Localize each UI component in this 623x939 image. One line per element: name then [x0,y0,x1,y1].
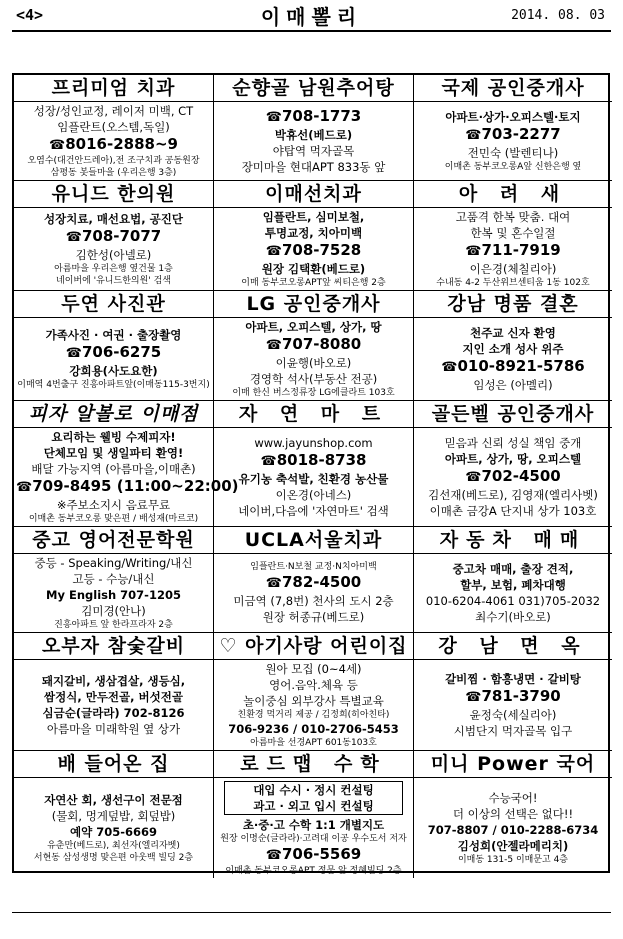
ad-line: 010-6204-4061 031)705-2032 [425,594,601,608]
ad-body [14,428,239,526]
ad-line: 임플란트, 심미보철, [262,210,365,224]
ad-line: 707-8807 / 010-2288-6734 [427,823,599,837]
ad-body [214,208,413,290]
ad-line: 이매역 4번출구 진흥아파트앞(이매동115-3번지) [17,380,210,390]
business-ad-3 [14,181,214,291]
ad-line: 원아 모집 (0~4세) [265,662,362,676]
business-ad-7 [214,291,414,401]
ad-line: 장미마을 현대APT 833동 앞 [241,160,386,174]
business-name: 프리미엄 치과 [14,75,213,102]
ad-line: 아름마을 우리은행 옆건물 1층 [54,264,173,274]
ad-line: 김미경(안나) [81,604,146,618]
ad-line: 원장 이명순(글라라)·고려대 이공 우수도서 저자 [220,834,407,844]
phone-number: ☎ 708-7077 [16,227,211,247]
ad-line: 임성은 (아멜리) [473,378,553,392]
ad-line: www.jayunshop.com [254,436,373,450]
business-ad-6 [14,291,214,401]
business-name: 두연 사진관 [14,291,213,318]
ad-line: 더 이상의 선택은 없다!! [452,807,574,821]
ad-line: 오염수(대건안드레아),전 조구치과 공동원장 [27,156,200,166]
phone-number: ☎ 708-7528 [216,241,411,261]
ad-body [414,660,612,750]
ad-body [414,208,612,290]
business-ad-14 [414,527,612,633]
ad-line: 가족사진 · 여권 · 출장촬영 [45,328,182,342]
ad-line: 수능국어! [488,791,538,805]
ad-body [14,554,213,632]
phone-number: ☎ 707-8080 [216,335,411,355]
ad-body [214,660,413,750]
ad-line: 이매동 131-5 이매문고 4층 [457,855,568,865]
phone-number: ☎ 709-8495 (11:00~22:00) [16,477,211,497]
phone-number: ☎ 711-7919 [416,241,610,261]
ad-line: 성장치료, 매선요법, 공진단 [44,212,183,226]
ad-line: 이매 한신 버스정류장 LG에클라트 103호 [232,388,395,398]
ad-line: 윤정숙(세실리아) [469,708,557,722]
ad-line: 자연산 회, 생선구이 전문점 [44,793,183,807]
ad-line: 전민숙 (발렌티나) [467,146,559,160]
ad-body [14,660,213,750]
business-ad-16 [214,633,414,751]
business-ad-2 [414,75,612,181]
ad-line: 서현동 삼성생명 맞은편 아웃백 빌딩 2층 [33,853,194,863]
business-name: 이매선치과 [214,181,413,208]
page-number: <4> [16,6,44,24]
business-name: 강남 명품 결혼 [414,291,612,318]
ad-line: 지인 소개 성사 위주 [462,342,564,356]
business-name: 피자 알볼로 이매점 [14,401,213,428]
business-name: 자 연 마 트 [214,401,413,428]
business-ad-8 [414,291,612,401]
ad-line: 아파트, 오피스텔, 상가, 땅 [245,320,382,334]
ad-line: 과고 · 외고 입시 컨설팅 [253,799,374,813]
phone-number: ☎ 702-4500 [416,467,610,487]
business-ad-10 [214,401,414,527]
highlight-box [224,781,403,815]
ad-line: 이윤행(바오로) [275,356,352,370]
ad-line: 한복 및 혼수일절 [470,226,556,240]
phone-number: ☎ 706-5569 [216,845,411,865]
ad-line: 김한성(아넬로) [75,248,152,262]
ad-line: 네이버,다음에 '자연마트' 검색 [238,504,389,518]
ad-line: 투명교정, 치아미백 [264,226,363,240]
ad-line: 유기농 축석발, 친환경 농산물 [238,472,389,486]
ad-line: 친환경 먹거리 제공 / 김정희(히아친타) [237,710,390,720]
footer-rule [12,912,611,913]
phone-number: ☎ 703-2277 [416,125,610,145]
ad-body [14,778,213,878]
ad-line: 믿음과 신뢰 성실 책임 중개 [444,436,582,450]
ad-line: 심금순(글라라) 702-8126 [42,706,185,720]
ad-line: 초·중·고 수학 1:1 개별지도 [242,818,385,832]
phone-number: ☎ 706-6275 [16,343,211,363]
ad-line: 야탑역 먹자골목 [272,144,355,158]
ad-line: 성장/성인교정, 레이저 미백, CT [33,104,194,118]
ad-body [414,778,612,878]
ad-line: 아름마을 미래학원 옆 상가 [46,722,181,736]
business-ad-9 [14,401,239,527]
phone-number: ☎ 781-3790 [416,687,610,707]
business-name: 오부자 참숯갈비 [14,633,213,660]
ad-line: (물회, 멍게덮밥, 회덮밥) [51,809,176,823]
ad-line: 시범단지 먹자골목 입구 [453,724,573,738]
ad-line: 중등 - Speaking/Writing/내신 [34,556,193,570]
ad-body [214,778,413,878]
ad-line: 원장 김택환(베드로) [261,262,366,276]
ad-line: 고품격 한복 맞춤. 대여 [455,210,571,224]
business-name: 국제 공인중개사 [414,75,612,102]
ad-body [414,102,612,180]
ad-body [14,208,213,290]
ad-line: 고등 - 수능/내신 [72,572,155,586]
header-rule [12,30,611,32]
phone-number: ☎ 782-4500 [216,573,411,593]
business-ad-17 [414,633,612,751]
ad-line: 이매촌 금강A 단지내 상가 103호 [429,504,597,518]
ad-body [214,102,413,180]
business-ad-11 [414,401,612,527]
ad-body [214,318,413,400]
ad-line: 대입 수시 · 정시 컨설팅 [253,783,374,797]
ad-line: 수내동 4-2 두산위브센티움 1동 102호 [436,278,590,288]
ad-body [414,428,612,526]
ad-line: 706-9236 / 010-2706-5453 [228,722,399,736]
business-name: 로드맵 수학 [214,751,413,778]
business-name: 유니드 한의원 [14,181,213,208]
ad-line: 갈비찜 · 함흥냉면 · 갈비탕 [445,672,581,686]
ad-body [14,102,213,180]
business-name: LG 공인중개사 [214,291,413,318]
phone-number: ☎ 8018-8738 [216,451,411,471]
business-ad-5 [414,181,612,291]
ad-line: 영어.음악.체육 등 [269,678,358,692]
ad-line: 아름마을 선경APT 601동103호 [250,738,377,748]
ad-line: 이매 동부코오롱APT앞 씨티은행 2층 [241,278,386,288]
ad-line: 단체모임 및 생일파티 환영! [43,446,184,460]
ad-line: 네이버에 '유니드한의원' 검색 [56,276,171,286]
ad-line: 진흥아파트 앞 한라프라자 2층 [54,620,173,630]
ad-body [214,554,413,632]
business-name: 자동차 매매 [414,527,612,554]
ad-line: 중고차 매매, 출장 견적, [452,562,574,576]
ad-line: 아파트, 상가, 땅, 오피스텔 [444,452,582,466]
business-name: 순향골 남원추어탕 [214,75,413,102]
ad-body [214,428,413,526]
ad-line: 경영학 석사(부동산 전공) [249,372,378,386]
issue-date: 2014. 08. 03 [511,8,605,23]
business-name: 미니 Power 국어 [414,751,612,778]
ad-line: 김선재(베드로), 김영재(엘리사벳) [428,488,598,502]
directory-grid [12,73,610,876]
ad-line: 놀이중심 외부강사 특별교육 [243,694,384,708]
business-ad-4 [214,181,414,291]
ad-line: 배달 가능지역 (아름마을,이매촌) [31,462,196,476]
ad-line: 이매촌 동부코오롱APT 정문 앞 정혜빌딩 2층 [225,866,402,876]
business-name: 강 남 면 옥 [414,633,612,660]
ad-line: 유춘만(베드로), 최선자(엘리자벳) [47,841,180,851]
business-ad-13 [214,527,414,633]
ad-line: 최수기(바오로) [475,610,551,624]
ad-line: 삼평동 봇들마을 (우리은행 3층) [50,168,177,178]
business-ad-15 [14,633,214,751]
ad-line: 김성희(안젤라메리치) [457,839,569,853]
business-ad-18 [14,751,214,878]
newsletter-title: 이매뽈리 [260,5,363,29]
ad-line: 쌈정식, 만두전골, 버섯전골 [44,690,183,704]
business-name: 중고 영어전문학원 [14,527,213,554]
business-name: 아 려 새 [414,181,612,208]
business-name: 골든벨 공인중개사 [414,401,612,428]
ad-body [414,554,612,632]
ad-line: 요리하는 웰빙 수제피자! [51,430,176,444]
ad-line: 임플란트·N보철 교정·N치아미백 [250,562,377,572]
ad-line: 천주교 신자 환영 [470,326,556,340]
ad-line: 돼지갈비, 생삼겹살, 생등심, [41,674,186,688]
ad-line: 임플란트(오스템,독일) [57,120,170,134]
ad-line: 이매촌 동부코오롱 맞은편 / 배성재(마르코) [28,514,199,524]
page-header [12,0,611,30]
business-ad-0 [14,75,214,181]
ad-body [14,318,213,400]
ad-line: ※주보소지시 음료무료 [56,498,171,512]
ad-line: My English 707-1205 [46,588,181,602]
business-ad-12 [14,527,214,633]
business-ad-19 [214,751,414,878]
ad-line: 이은경(체칠리아) [469,262,557,276]
phone-number: ☎ 708-1773 [216,107,411,127]
business-name: UCLA서울치과 [214,527,413,554]
ad-line: 이매촌 동부코오롱A앞 신한은행 옆 [444,162,582,172]
ad-line: 아파트·상가·오피스텔·토지 [445,110,581,124]
phone-number: ☎ 010-8921-5786 [416,357,610,377]
business-name: 배 들어온 집 [14,751,213,778]
ad-line: 박휴선(베드로) [274,128,353,142]
ad-line: 원장 허종규(베드로) [262,610,365,624]
ad-body [414,318,612,400]
business-name: ♡ 아기사랑 어린이집 [214,633,413,660]
ad-line: 강희용(사도요한) [69,364,158,378]
business-ad-20 [414,751,612,878]
business-ad-1 [214,75,414,181]
ad-line: 미금역 (7,8번) 천사의 도시 2층 [233,594,394,608]
ad-line: 할부, 보험, 폐차대행 [460,578,566,592]
ad-line: 이온경(아네스) [275,488,352,502]
phone-number: ☎ 8016-2888~9 [16,135,211,155]
ad-line: 예약 705-6669 [69,825,157,839]
